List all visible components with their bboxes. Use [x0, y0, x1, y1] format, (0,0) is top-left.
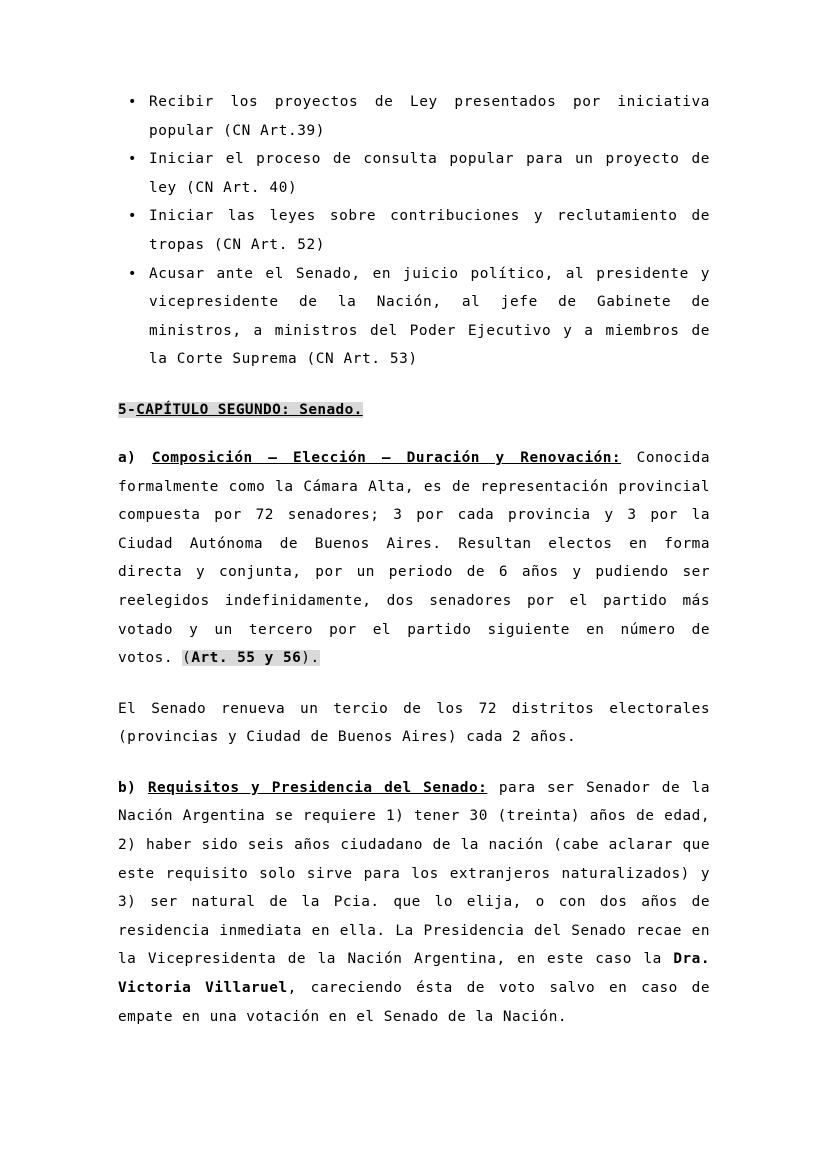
list-item: • Acusar ante el Senado, en juicio político, al presidente y vicepresidente de la Nación, al jefe de Gabinete de ministros, a ministros del Poder Ejecutivo y a miembros de la Corte Suprema (CN Art. 53) [118, 260, 710, 374]
item-a-title: Composición – Elección – Duración y Renovación: [151, 449, 622, 466]
list-item: • Recibir los proyectos de Ley presentados por iniciativa popular (CN Art.39) [118, 88, 710, 145]
list-item: • Iniciar el proceso de consulta popular para un proyecto de ley (CN Art. 40) [118, 145, 710, 202]
vicepresident-name: Dra. Victoria Villaruel [118, 951, 710, 997]
item-b-body: para ser Senador de la Nación Argentina se requiere 1) tener 30 (treinta) años de edad, 2) haber sido seis años ciudadano de la nación (cabe aclarar que este requisito solo sirve para los extranjeros naturalizados) y 3) ser natural de la Pcia. que lo elija, o con dos años de residencia inmediata en ella. La Presidencia del Senado recae en la Vicepresidenta de la Nación Argentina, en este caso la [118, 779, 710, 968]
section-number: 5- [118, 401, 137, 418]
item-b-title: Requisitos y Presidencia del Senado: [147, 779, 488, 796]
item-a-paragraph [118, 444, 710, 673]
item-a-marker: a) [118, 449, 137, 466]
item-a-body: Conocida formalmente como la Cámara Alta, es de representación provincial compuesta por 72 senadores; 3 por cada provincia y 3 por la Ciudad Autónoma de Buenos Aires. Resultan electos en forma directa y conjunta, por un periodo de 6 años y pudiendo ser reelegidos indefinidamente, dos senadores por el partido más votado y un tercero por el partido siguiente en número de votos. [118, 449, 710, 667]
citation-articles: Art. 55 y 56 [191, 650, 302, 667]
page-title: CAPÍTULO SEGUNDO: Senado. [136, 401, 363, 418]
list-item: • Iniciar las leyes sobre contribuciones y reclutamiento de tropas (CN Art. 52) [118, 202, 710, 259]
powers-bullet-list [118, 88, 710, 374]
item-b-body-2: , careciendo ésta de voto salvo en caso de empate en una votación en el Senado de la Nación. [118, 980, 710, 1025]
citation-close-paren: ). [301, 650, 320, 667]
citation-open-paren: ( [182, 650, 192, 667]
item-b-marker: b) [118, 779, 137, 796]
item-b-paragraph [118, 774, 710, 1031]
section-heading [118, 396, 710, 424]
item-a-paragraph-2: El Senado renueva un tercio de los 72 distritos electorales (provincias y Ciudad de Buenos Aires) cada 2 años. [118, 700, 710, 746]
